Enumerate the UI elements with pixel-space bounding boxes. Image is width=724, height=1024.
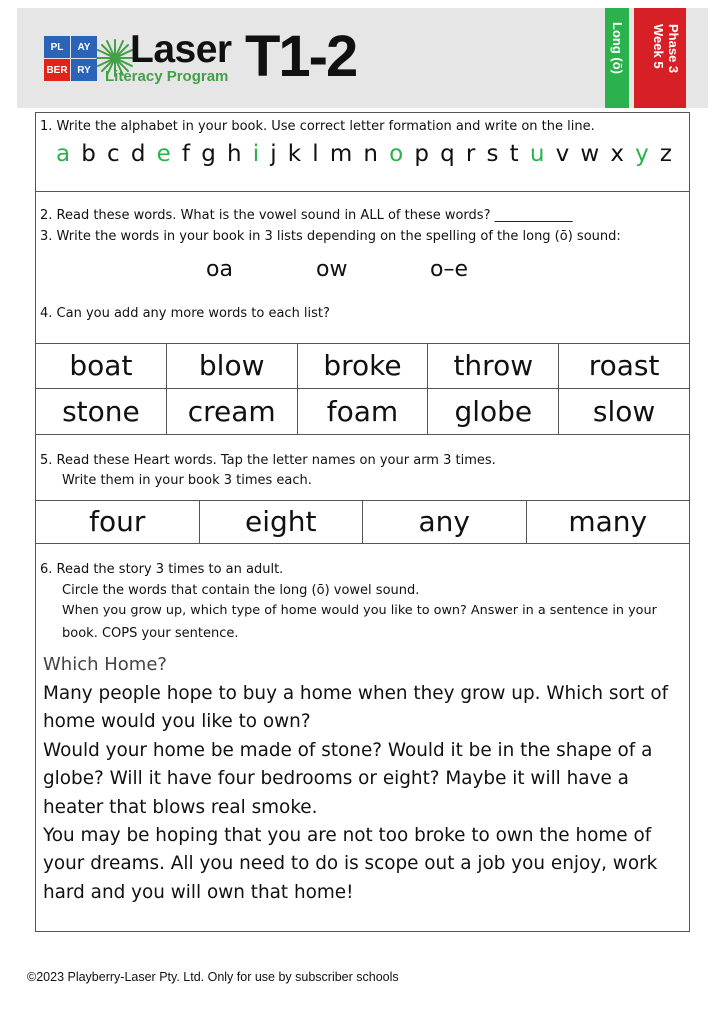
alphabet-letter: e [156, 141, 171, 167]
sound-tag [605, 8, 629, 108]
logo-piece: PL [44, 36, 70, 58]
word-row [36, 344, 689, 389]
heart-word: many [568, 505, 648, 538]
heart-word-row [36, 501, 689, 543]
heart-word: eight [200, 501, 364, 543]
alphabet-letter: j [270, 141, 277, 167]
playberry-logo [44, 36, 98, 82]
divider [36, 191, 689, 192]
story-line: heater that blows real smoke. [43, 796, 318, 818]
alphabet-letter: s [486, 141, 499, 167]
instruction-3: 3. Write the words in your book in 3 lists depending on the spelling of the long (ō) sound: [40, 229, 621, 244]
alphabet-letter: z [659, 141, 672, 167]
word-cell: cream [167, 389, 298, 434]
phase-label: Phase 3 [666, 24, 681, 74]
story-line: Many people hope to buy a home when they grow up. Which sort of [43, 683, 669, 704]
alphabet-letter: i [252, 141, 260, 167]
alphabet-letter: r [465, 141, 476, 167]
word-cell: foam [298, 389, 429, 434]
word-cell: globe [428, 389, 559, 434]
divider [36, 434, 689, 435]
word-table [36, 344, 689, 434]
alphabet-letter: q [440, 141, 455, 167]
spelling-o-e: o–e [430, 257, 468, 282]
word-cell: throw [428, 344, 559, 388]
instruction-6-cont: When you grow up, which type of home would you like to own? Answer in a sentence in your [62, 603, 657, 618]
story-line: home would you like to own? [43, 711, 311, 733]
alphabet-letter: w [580, 141, 600, 167]
heart-word: any [363, 501, 527, 543]
instruction-6-cont: Circle the words that contain the long (ō) vowel sound. [62, 583, 420, 598]
alphabet-row [56, 143, 672, 166]
alphabet-letter: y [635, 141, 649, 167]
word-cell: broke [298, 344, 429, 388]
alphabet-letter: a [56, 141, 71, 167]
alphabet-letter: x [610, 141, 624, 167]
worksheet-header [17, 8, 708, 108]
word-row [36, 389, 689, 434]
brand-name: Laser [130, 28, 232, 71]
brand-subtitle: Literacy Program [105, 68, 229, 85]
word-cell: boat [36, 344, 167, 388]
alphabet-letter: p [414, 141, 429, 167]
alphabet-letter: l [312, 141, 319, 167]
heart-words-table [36, 501, 689, 543]
alphabet-letter: v [555, 141, 570, 167]
instruction-4: 4. Can you add any more words to each list? [40, 306, 330, 321]
alphabet-letter: c [107, 141, 120, 167]
word-cell: blow [167, 344, 298, 388]
alphabet-letter: k [287, 141, 302, 167]
alphabet-letter: n [363, 141, 378, 167]
instruction-1: 1. Write the alphabet in your book. Use correct letter formation and write on the line. [40, 119, 595, 134]
story-line: your dreams. All you need to do is scope out a job you enjoy, work [43, 853, 658, 875]
word-cell: roast [588, 349, 660, 382]
instruction-5: 5. Read these Heart words. Tap the letter names on your arm 3 times. [40, 453, 496, 468]
story-title: Which Home? [43, 654, 167, 675]
story-line: globe? Will it have four bedrooms or eight? Maybe it will have a [43, 768, 629, 790]
logo-piece: AY [71, 36, 97, 58]
alphabet-letter: b [81, 141, 96, 167]
logo-piece: BER [44, 59, 70, 81]
story-line: Would your home be made of stone? Would it be in the shape of a [43, 739, 653, 761]
instruction-6-cont: book. COPS your sentence. [62, 626, 239, 641]
story-line: You may be hoping that you are not too broke to own the home of [43, 825, 652, 847]
sound-tag-label: Long (ō) [610, 22, 625, 74]
instruction-5-cont: Write them in your book 3 times each. [62, 473, 312, 488]
instruction-6: 6. Read the story 3 times to an adult. [40, 562, 284, 577]
alphabet-letter: f [181, 141, 191, 167]
logo-piece: RY [71, 59, 97, 81]
worksheet-frame [35, 112, 690, 932]
story-line: hard and you will own that home! [43, 881, 354, 903]
week-label: Week 5 [651, 24, 666, 69]
alphabet-letter: g [201, 141, 216, 167]
word-cell: slow [592, 394, 656, 428]
heart-word: four [36, 501, 200, 543]
alphabet-letter: h [226, 141, 242, 167]
divider [36, 543, 689, 544]
alphabet-letter: t [509, 141, 519, 167]
spelling-ow: ow [316, 257, 348, 282]
copyright-footer: ©2023 Playberry-Laser Pty. Ltd. Only for use by subscriber schools [27, 970, 399, 984]
alphabet-letter: d [130, 141, 146, 167]
level-code: T1-2 [245, 24, 357, 89]
story-text [43, 680, 685, 907]
alphabet-letter: o [389, 141, 404, 167]
alphabet-letter: m [329, 141, 353, 167]
word-cell: stone [36, 389, 167, 434]
phase-week-tag [634, 8, 686, 108]
instruction-2: 2. Read these words. What is the vowel sound in ALL of these words? ____________ [40, 208, 573, 223]
spelling-oa: oa [206, 257, 233, 282]
alphabet-letter: u [529, 141, 545, 167]
